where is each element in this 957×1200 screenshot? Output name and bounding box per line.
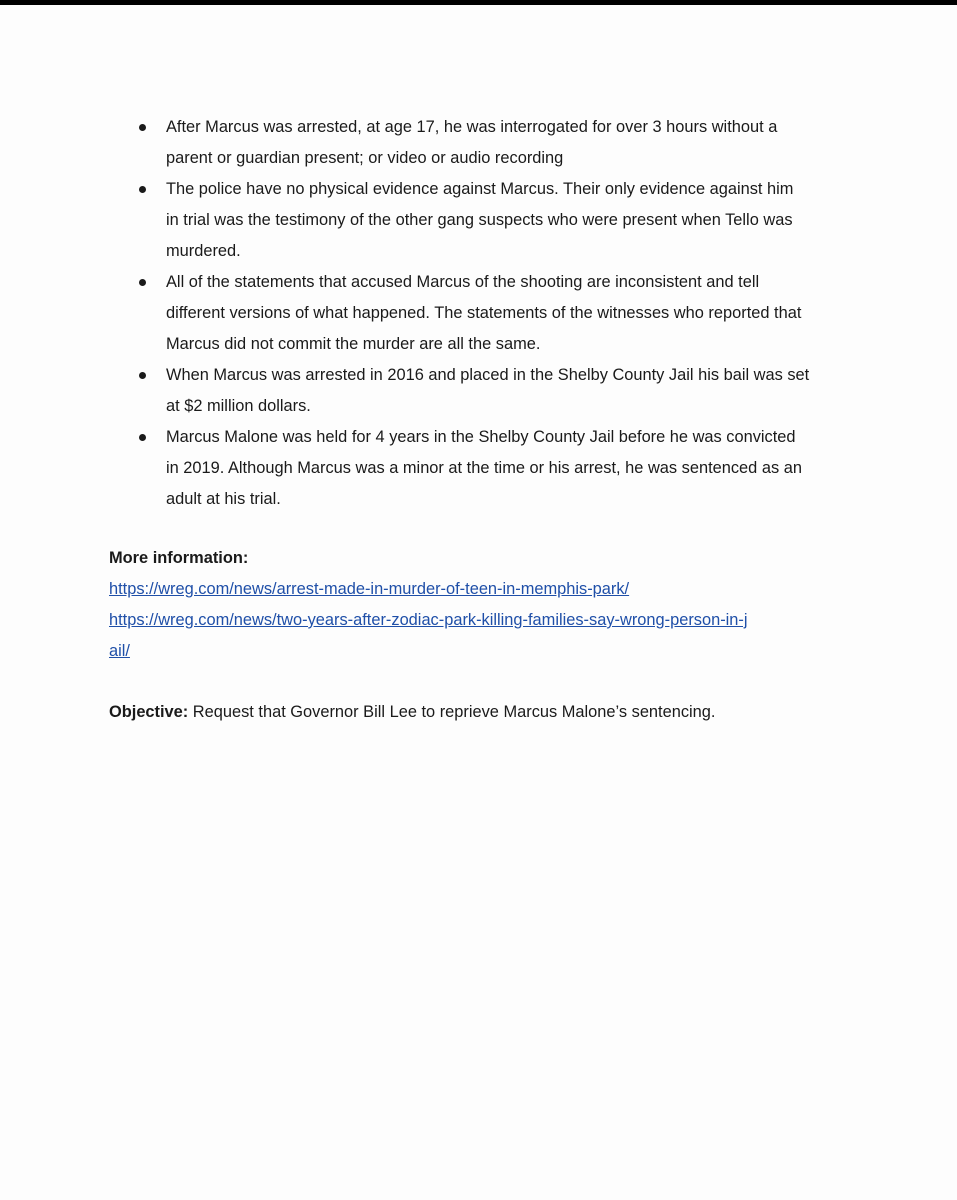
text-line: murdered.	[166, 242, 241, 260]
text-line: All of the statements that accused Marcus of the shooting are inconsistent and tell	[166, 273, 760, 291]
bullet-icon	[139, 124, 146, 131]
text-line: at $2 million dollars.	[166, 397, 311, 415]
text-line: When Marcus was arrested in 2016 and placed in the Shelby County Jail his bail was set	[166, 366, 810, 384]
text-line: in 2019. Although Marcus was a minor at the time or his arrest, he was sentenced as an	[166, 459, 802, 477]
link-two-years-after-continued[interactable]: ail/	[109, 642, 130, 660]
bullet-item	[0, 174, 809, 267]
text-line: The police have no physical evidence against Marcus. Their only evidence against him	[166, 180, 794, 198]
bullet-item	[0, 267, 809, 360]
more-information-section	[109, 543, 748, 667]
text-line: adult at his trial.	[166, 490, 281, 508]
bullet-item	[0, 422, 809, 515]
link-arrest-made[interactable]: https://wreg.com/news/arrest-made-in-murder-of-teen-in-memphis-park/	[109, 580, 630, 598]
text-line: parent or guardian present; or video or audio recording	[166, 149, 564, 167]
objective-text: Request that Governor Bill Lee to reprieve Marcus Malone’s sentencing.	[188, 703, 716, 721]
bullet-item	[0, 360, 809, 422]
bullet-icon	[139, 279, 146, 286]
text-line: different versions of what happened. The statements of the witnesses who reported that	[166, 304, 802, 322]
bullet-icon	[139, 186, 146, 193]
objective-section	[109, 697, 715, 728]
objective-label: Objective:	[109, 703, 189, 721]
top-border	[0, 0, 957, 5]
text-line: Marcus Malone was held for 4 years in the Shelby County Jail before he was convicted	[166, 428, 796, 446]
text-line: After Marcus was arrested, at age 17, he was interrogated for over 3 hours without a	[166, 118, 778, 136]
bullet-list	[0, 112, 809, 515]
text-line: Marcus did not commit the murder are all the same.	[166, 335, 541, 353]
bullet-icon	[139, 434, 146, 441]
more-information-heading: More information:	[109, 549, 249, 567]
link-two-years-after[interactable]: https://wreg.com/news/two-years-after-zodiac-park-killing-families-say-wrong-person-in-j	[109, 611, 748, 629]
bullet-icon	[139, 372, 146, 379]
bullet-item	[0, 112, 809, 174]
text-line: in trial was the testimony of the other gang suspects who were present when Tello was	[166, 211, 793, 229]
